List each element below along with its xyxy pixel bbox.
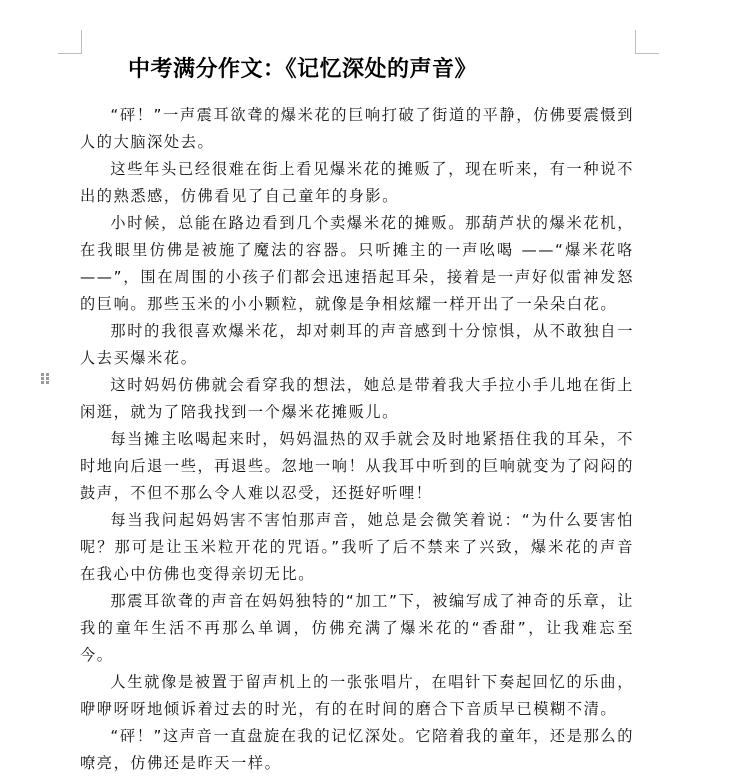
paragraph: 这些年头已经很难在街上看见爆米花的摊贩了，现在听来，有一种说不出的熟悉感，仿佛看见了自己童年的身影。	[80, 160, 634, 205]
paragraph: 小时候，总能在路边看到几个卖爆米花的摊贩。那葫芦状的爆米花机，在我眼里仿佛是被施了魔法的容器。只听摊主的一声吆喝 ——“爆米花咯 ——”，围在周围的小孩子们都会迅速捂起耳朵，接着是一声好似雷神发怒的巨响。那些玉米的小小颗粒，就像是争相炫耀一样开出了一朵朵白花。	[80, 214, 634, 313]
paragraph: “砰！”这声音一直盘旋在我的记忆深处。它陪着我的童年，还是那么的嘹亮，仿佛还是昨天一样。	[80, 727, 634, 772]
paragraph: 人生就像是被置于留声机上的一张张唱片，在唱针下奏起回忆的乐曲，咿咿呀呀地倾诉着过去的时光，有的在时间的磨合下音质早已模糊不清。	[80, 673, 634, 718]
document-title: 中考满分作文：《记忆深处的声音》	[128, 57, 478, 82]
margin-corner-top-left-vertical	[81, 30, 82, 53]
paragraph: 那时的我很喜欢爆米花，却对刺耳的声音感到十分惊惧，从不敢独自一人去买爆米花。	[80, 322, 634, 367]
margin-corner-top-right-horizontal	[635, 53, 659, 54]
margin-corner-top-left-horizontal	[58, 53, 82, 54]
margin-corner-top-right-vertical	[635, 30, 636, 53]
paragraph: 这时妈妈仿佛就会看穿我的想法，她总是带着我大手拉小手儿地在街上闲逛，就为了陪我找到一个爆米花摊贩儿。	[80, 376, 634, 421]
drag-handle-icon[interactable]	[41, 373, 51, 385]
paragraph: 每当我问起妈妈害不害怕那声音，她总是会微笑着说：“为什么要害怕呢？那可是让玉米粒开花的咒语。”我听了后不禁来了兴致，爆米花的声音在我心中仿佛也变得亲切无比。	[80, 511, 634, 583]
document-body	[80, 102, 634, 777]
paragraph: 每当摊主吆喝起来时，妈妈温热的双手就会及时地紧捂住我的耳朵，不时地向后退一些，再退些。忽地一响！从我耳中听到的巨响就变为了闷闷的鼓声，不但不那么令人难以忍受，还挺好听哩！	[80, 430, 634, 502]
paragraph: “砰！”一声震耳欲聋的爆米花的巨响打破了街道的平静，仿佛要震慑到人的大脑深处去。	[80, 106, 634, 151]
paragraph: 那震耳欲聋的声音在妈妈独特的“加工”下，被编写成了神奇的乐章，让我的童年生活不再那么单调，仿佛充满了爆米花的“香甜”，让我难忘至今。	[80, 592, 634, 664]
